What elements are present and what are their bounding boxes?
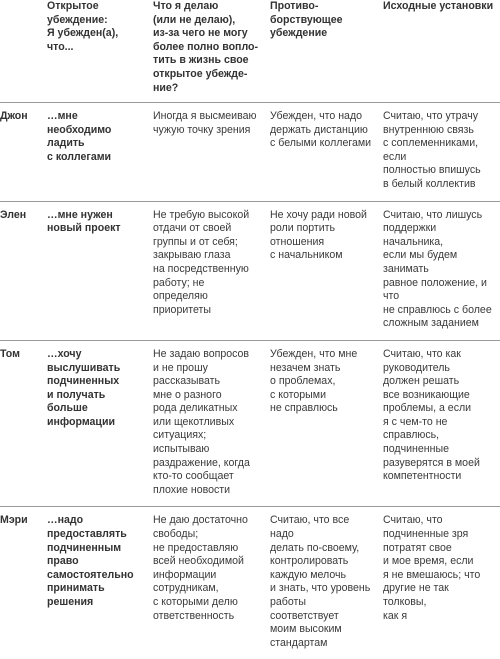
table-header [0,0,500,103]
table-row [0,340,500,507]
row-action: Иногда я высмеиваю чужую точку зрения [150,103,267,202]
row-competing-belief: Не хочу ради новой роли портить отношения с начальником [267,201,380,340]
table-row [0,507,500,659]
row-assumptions: Считаю, что лишусь поддержки начальника, если мы будем занимать равное положение, и что не справлюсь с более сложным заданием [380,201,500,340]
row-open-belief: …надо предоставлять подчиненным право самостоятельно принимать решения [44,507,150,659]
row-open-belief: …хочу выслушивать подчиненных и получать больше информации [44,340,150,507]
header-row [0,0,500,103]
row-competing-belief: Считаю, что все надо делать по-своему, контролировать каждую мелочь и знать, что уровень работы соответствует моим высоким стандартам [267,507,380,659]
header-action: Что я делаю (или не делаю), из-за чего не могу более полно вопло- тить в жизнь свое открытое убежде- ние? [150,0,267,103]
header-assumptions: Исходные установки [380,0,500,103]
row-action: Не задаю вопросов и не прошу рассказывать мне о разного рода деликатных или щекотливых ситуациях; испытываю раздражение, когда кто-то сообщает плохие новости [150,340,267,507]
row-action: Не даю достаточно свободы; не предоставляю всей необходимой информации сотрудникам, с которыми делю ответственность [150,507,267,659]
row-assumptions: Считаю, что утрачу внутреннюю связь с соплеменниками, если полностью впишусь в белый коллектив [380,103,500,202]
row-open-belief: …мне необходимо ладить с коллегами [44,103,150,202]
row-assumptions: Считаю, что подчиненные зря потратят свое и мое время, если я не вмешаюсь; что другие не так толковы, как я [380,507,500,659]
row-competing-belief: Убежден, что надо держать дистанцию с белыми коллегами [267,103,380,202]
row-name: Джон [0,103,44,202]
table-row [0,103,500,202]
row-action: Не требую высокой отдачи от своей группы и от себя; закрываю глаза на посредственную работу; не определяю приоритеты [150,201,267,340]
row-name: Том [0,340,44,507]
row-competing-belief: Убежден, что мне незачем знать о проблемах, с которыми не справлюсь [267,340,380,507]
row-assumptions: Считаю, что как руководитель должен решать все возникающие проблемы, а если я с чем-то не справлюсь, подчиненные разуверятся в моей компетентности [380,340,500,507]
table-row [0,201,500,340]
row-open-belief: …мне нужен новый проект [44,201,150,340]
table-body [0,103,500,659]
header-competing-belief: Противо- борствующее убеждение [267,0,380,103]
header-open-belief: Открытое убеждение: Я убежден(а), что... [44,0,150,103]
header-name [0,0,44,103]
row-name: Мэри [0,507,44,659]
row-name: Элен [0,201,44,340]
